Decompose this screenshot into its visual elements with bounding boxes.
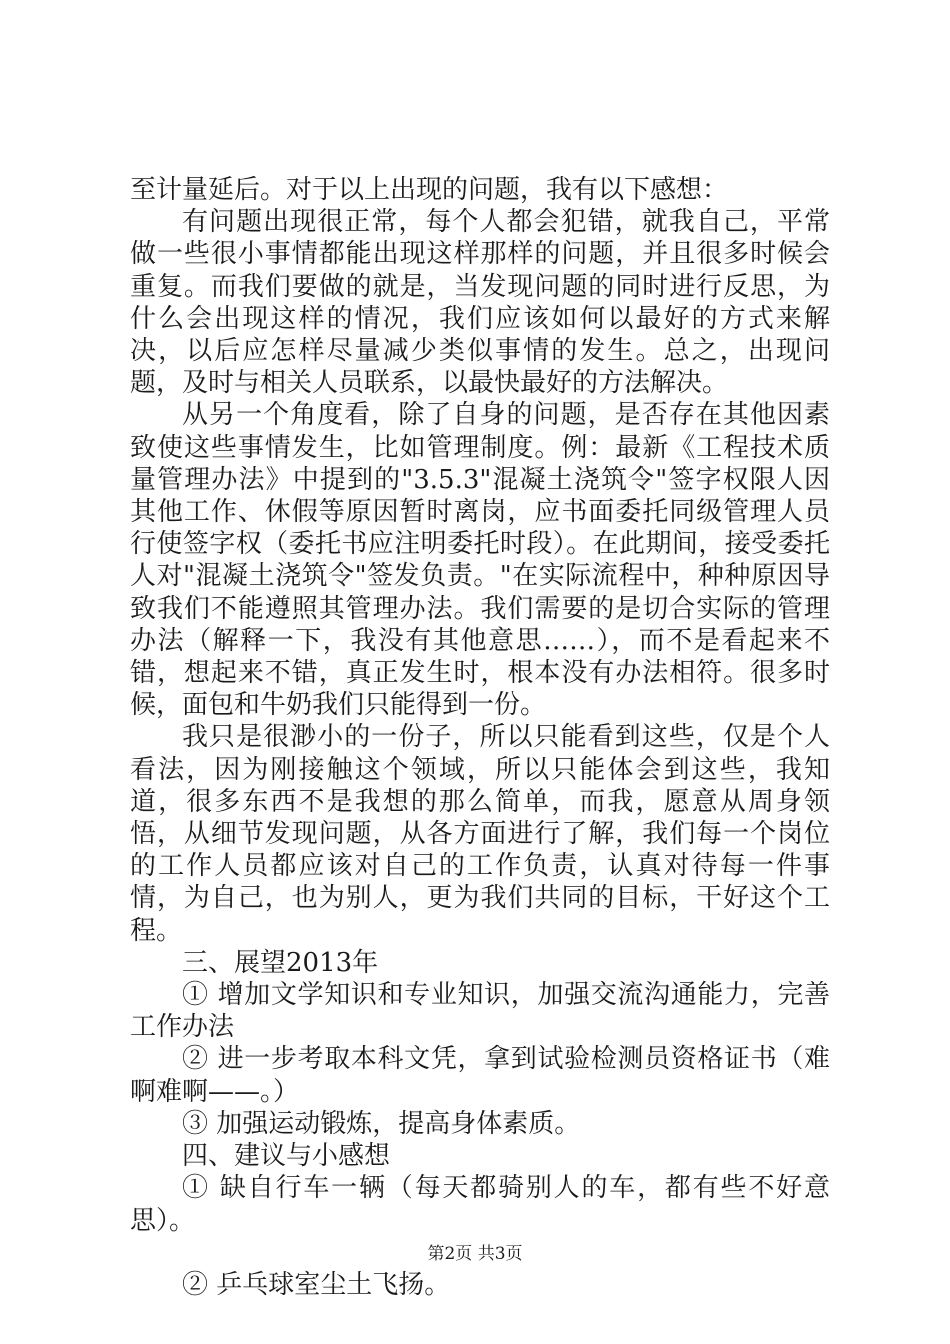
list-item-outlook-2: ② 进一步考取本科文凭，拿到试验检测员资格证书（难啊难啊——。） (130, 1044, 830, 1107)
list-item-outlook-1: ① 增加文学知识和专业知识，加强交流沟通能力，完善工作办法 (130, 980, 830, 1043)
document-body (130, 174, 830, 1301)
paragraph-continuation: 至计量延后。对于以上出现的问题，我有以下感想： (130, 175, 729, 205)
page-footer: 第2页 共3页 (427, 1244, 523, 1264)
paragraph-management: 从另一个角度看，除了自身的问题，是否存在其他因素致使这些事情发生，比如管理制度。例：最新《工程技术质量管理办法》中提到的"3.5.3"混凝土浇筑令"签字权限人因其他工作、休假等原因暂时离岗，应书面委托同级管理人员行使签字权（委托书应注明委托时段）。在此期间，接受委托人对"混凝土浇筑令"签发负责。"在实际流程中，种种原因导致我们不能遵照其管理办法。我们需要的是切合实际的管理办法（解释一下，我没有其他意思……），而不是看起来不错，想起来不错，真正发生时，根本没有办法相符。很多时候，面包和牛奶我们只能得到一份。 (130, 400, 830, 721)
paragraph-personal-view: 我只是很渺小的一份子，所以只能看到这些，仅是个人看法，因为刚接触这个领域，所以只能体会到这些，我知道，很多东西不是我想的那么简单，而我，愿意从周身领悟，从细节发现问题，从各方面进行了解，我们每一个岗位的工作人员都应该对自己的工作负责，认真对待每一件事情，为自己，也为别人，更为我们共同的目标，干好这个工程。 (130, 722, 830, 946)
list-item-suggestion-1: ① 缺自行车一辆（每天都骑别人的车，都有些不好意思）。 (130, 1173, 830, 1236)
list-item-outlook-3: ③ 加强运动锻炼，提高身体素质。 (182, 1108, 581, 1139)
section-heading-suggestions: 四、建议与小感想 (182, 1141, 391, 1172)
paragraph-reflection: 有问题出现很正常，每个人都会犯错，就我自己，平常做一些很小事情都能出现这样那样的问题，并且很多时候会重复。而我们要做的就是，当发现问题的同时进行反思，为什么会出现这样的情况，我们应该如何以最好的方式来解决，以后应怎样尽量减少类似事情的发生。总之，出现问题，及时与相关人员联系，以最快最好的方法解决。 (130, 207, 830, 399)
list-item-suggestion-2: ② 乒乓球室尘土飞扬。 (182, 1269, 451, 1300)
section-heading-outlook: 三、展望2013年 (182, 947, 379, 978)
